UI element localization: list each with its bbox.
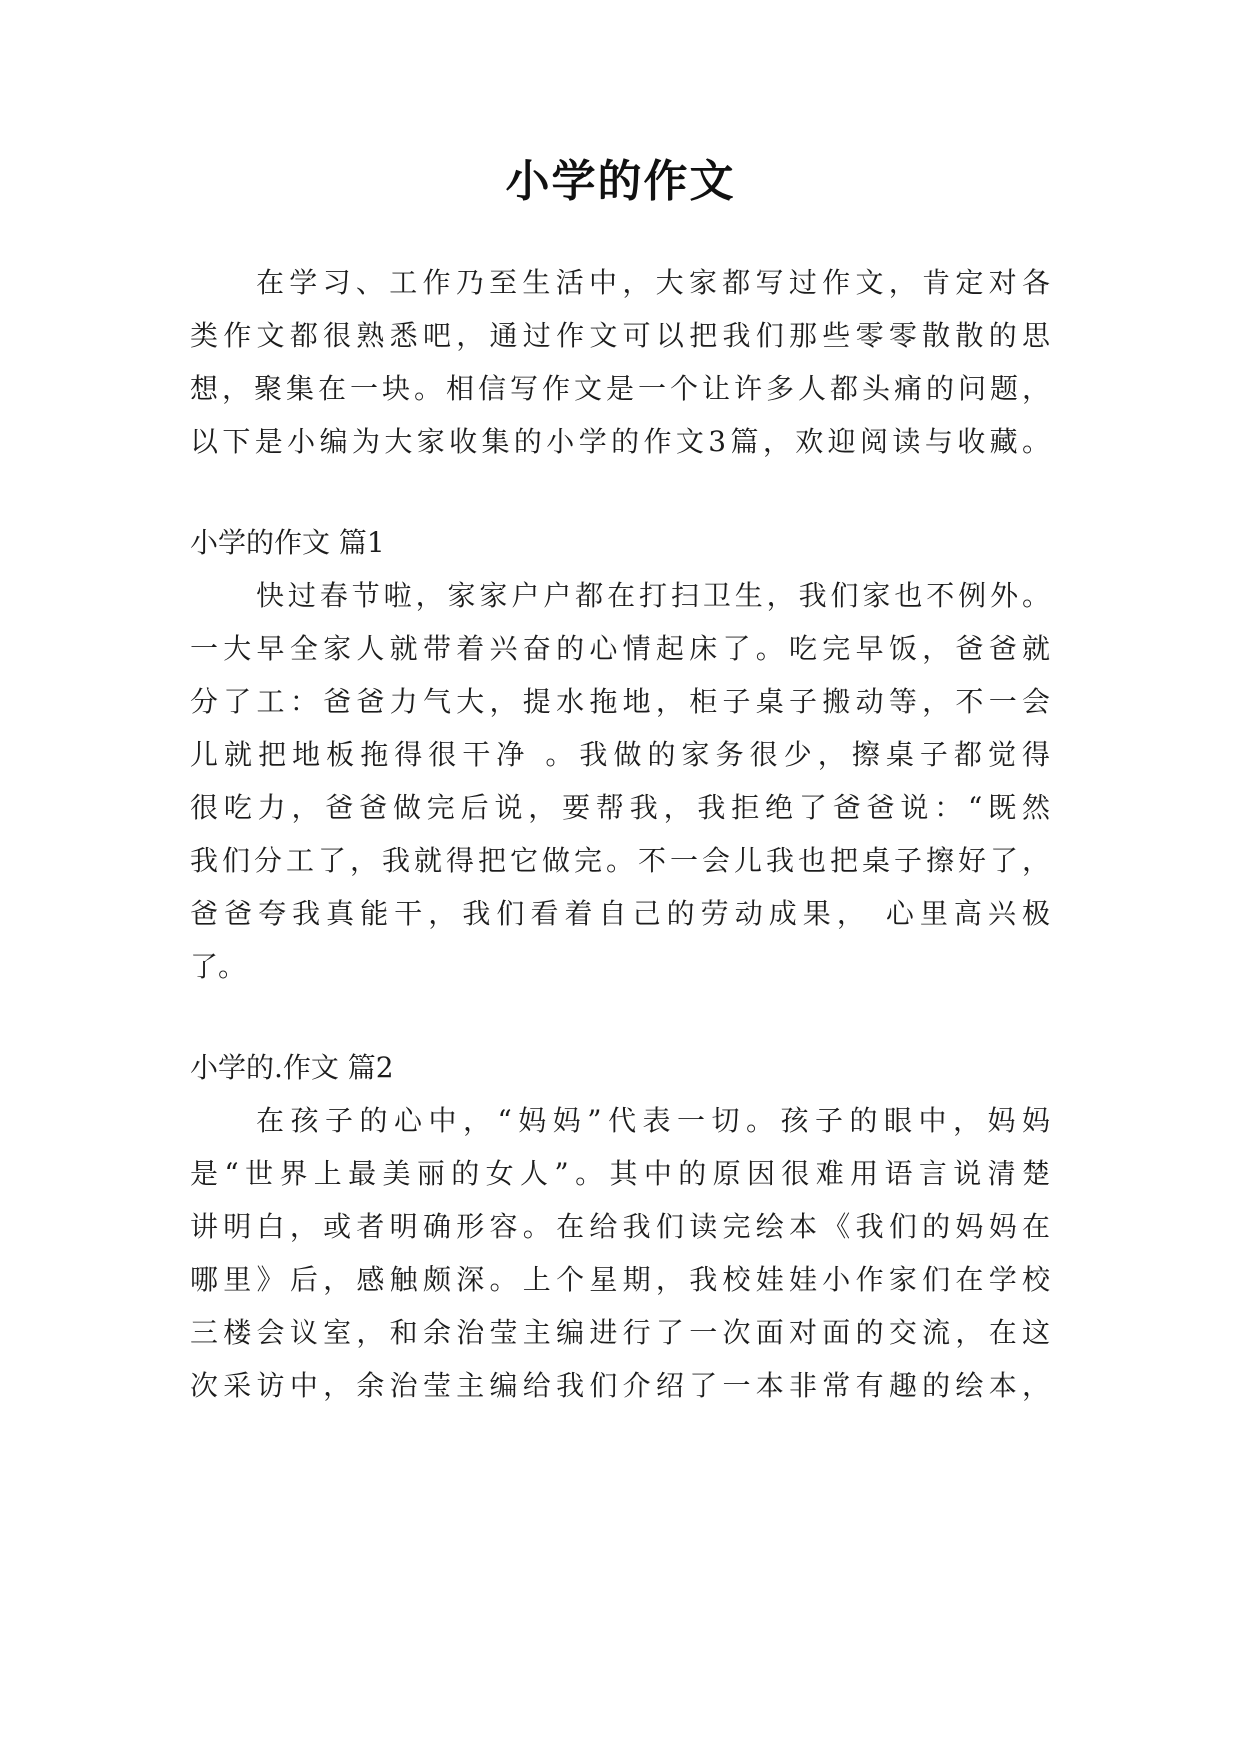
paragraph-line: 三楼会议室，和余治莹主编进行了一次面对面的交流，在这 [190,1316,1050,1349]
paragraph-line: 讲明白，或者明确形容。在给我们读完绘本《我们的妈妈在 [190,1210,1050,1243]
section-heading: 小学的.作文 篇2 [190,1051,394,1084]
paragraph-line: 哪里》后，感触颇深。上个星期，我校娃娃小作家们在学校 [190,1263,1050,1296]
paragraph-line: 我们分工了，我就得把它做完。不一会儿我也把桌子擦好了， [190,844,1050,877]
paragraph-line: 是“世界上最美丽的女人”。其中的原因很难用语言说清楚 [190,1157,1050,1190]
paragraph-line: 爸爸夸我真能干，我们看着自己的劳动成果， 心里高兴极 [190,897,1050,930]
document-title: 小学的作文 [505,156,736,207]
intro-line: 类作文都很熟悉吧，通过作文可以把我们那些零零散散的思 [190,319,1050,352]
intro-line: 想，聚集在一块。相信写作文是一个让许多人都头痛的问题， [190,372,1050,405]
paragraph-line: 快过春节啦，家家户户都在打扫卫生，我们家也不例外。 [256,579,1050,612]
section-heading: 小学的作文 篇1 [190,526,385,559]
intro-line: 以下是小编为大家收集的小学的作文3篇，欢迎阅读与收藏。 [190,425,1050,458]
paragraph-line: 次采访中，余治莹主编给我们介绍了一本非常有趣的绘本， [190,1369,1050,1402]
paragraph-line: 儿就把地板拖得很干净 。我做的家务很少，擦桌子都觉得 [190,738,1050,771]
paragraph-line: 分了工：爸爸力气大，提水拖地，柜子桌子搬动等，不一会 [190,685,1050,718]
paragraph-line: 了。 [190,950,247,983]
paragraph-line: 在孩子的心中，“妈妈”代表一切。孩子的眼中，妈妈 [256,1104,1050,1137]
paragraph-line: 很吃力，爸爸做完后说，要帮我，我拒绝了爸爸说：“既然 [190,791,1050,824]
intro-line: 在学习、工作乃至生活中，大家都写过作文，肯定对各 [256,266,1050,299]
paragraph-line: 一大早全家人就带着兴奋的心情起床了。吃完早饭，爸爸就 [190,632,1050,665]
